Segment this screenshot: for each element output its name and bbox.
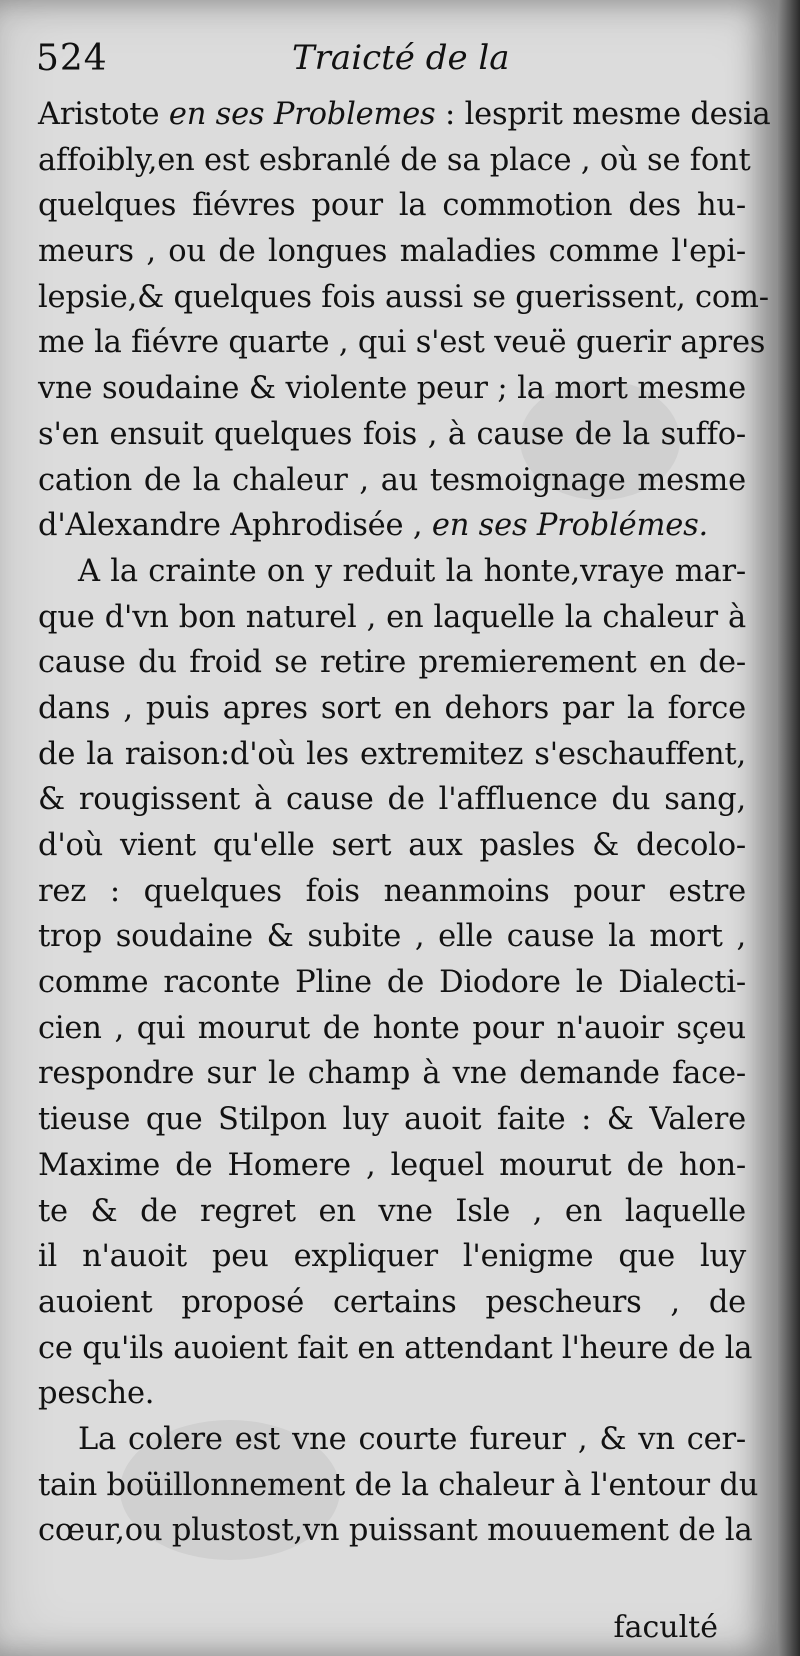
page-edge	[778, 0, 800, 1656]
text-segment: dans , puis apres sort en dehors par la force	[38, 690, 746, 726]
text-line	[38, 1143, 746, 1189]
text-line	[38, 1463, 759, 1509]
text-line	[38, 1051, 746, 1097]
text-segment: affoibly,en est esbranlé de sa place , où se font	[38, 142, 751, 178]
text-segment: cien , qui mourut de honte pour n'auoir sçeu	[38, 1010, 746, 1046]
text-segment: te & de regret en vne Isle , en laquelle	[38, 1193, 746, 1229]
text-line	[38, 1280, 746, 1326]
text-line	[38, 1508, 753, 1554]
text-segment: quelques fiévres pour la commotion des hu-	[38, 188, 746, 224]
italic-text: en ses Problémes.	[431, 508, 709, 544]
text-line	[38, 229, 746, 275]
text-segment: il n'auoit peu expliquer l'enigme que luy	[38, 1239, 746, 1275]
text-segment: trop soudaine & subite , elle cause la mort ,	[38, 919, 746, 955]
text-segment: respondre sur le champ à vne demande face-	[38, 1056, 746, 1092]
text-line	[38, 1006, 746, 1052]
text-segment: cause du froid se retire premierement en de-	[38, 645, 746, 681]
text-segment: comme raconte Pline de Diodore le Dialecti-	[38, 965, 746, 1001]
text-line	[38, 366, 746, 412]
text-segment: cation de la chaleur , au tesmoignage mesme	[38, 462, 746, 498]
running-title: Traicté de la	[292, 38, 510, 78]
body-text	[38, 92, 771, 1554]
text-line	[38, 183, 746, 229]
text-line	[38, 960, 746, 1006]
text-segment: La colere est vne courte fureur , & vn cer-	[78, 1421, 746, 1457]
text-segment: d'Alexandre Aphrodisée ,	[38, 508, 432, 544]
text-line	[38, 914, 746, 960]
text-line	[38, 1189, 746, 1235]
text-segment: tieuse que Stilpon luy auoit faite : & Valere	[38, 1102, 746, 1138]
text-line	[38, 275, 769, 321]
text-line	[38, 823, 746, 869]
text-segment: meurs , ou de longues maladies comme l'epi-	[38, 234, 746, 270]
text-segment: : lesprit mesme desia	[435, 97, 771, 132]
text-line	[38, 1371, 746, 1417]
text-line	[38, 458, 746, 504]
text-line	[38, 1326, 753, 1372]
text-segment: me la fiévre quarte , qui s'est veuë guerir apres	[38, 325, 766, 361]
text-line	[38, 412, 746, 458]
text-line	[38, 595, 746, 641]
text-line	[38, 1097, 746, 1143]
text-segment: pesche.	[38, 1376, 155, 1412]
text-line	[38, 549, 746, 595]
text-line	[38, 1417, 746, 1463]
text-line	[38, 503, 746, 549]
italic-text: en ses Problemes	[168, 97, 436, 132]
text-segment: ce qu'ils auoient fait en attendant l'heure de la	[38, 1330, 753, 1366]
text-line	[38, 640, 746, 686]
text-segment: tain boüillonnement de la chaleur à l'entour du	[38, 1467, 759, 1503]
text-segment: lepsie,& quelques fois aussi se guerissent, com-	[38, 279, 769, 315]
page-number: 524	[36, 38, 108, 79]
text-line	[38, 320, 766, 366]
text-segment: Aristote	[38, 97, 169, 132]
text-line	[38, 869, 746, 915]
text-line	[38, 92, 771, 138]
text-segment: de la raison:d'où les extremitez s'eschauffent,	[38, 736, 746, 772]
text-segment: cœur,ou plustost,vn puissant mouuement de la	[38, 1513, 753, 1549]
text-segment: que d'vn bon naturel , en laquelle la chaleur à	[38, 599, 746, 635]
text-segment: s'en ensuit quelques fois , à cause de la suffo-	[38, 416, 746, 452]
text-line	[38, 732, 746, 778]
text-segment: rez : quelques fois neanmoins pour estre	[38, 873, 746, 909]
page-header	[36, 38, 756, 90]
text-segment: vne soudaine & violente peur ; la mort mesme	[38, 371, 746, 407]
text-line	[38, 777, 746, 823]
text-segment: & rougissent à cause de l'affluence du sang,	[38, 782, 746, 818]
text-line	[38, 138, 751, 184]
text-segment: d'où vient qu'elle sert aux pasles & decolo-	[38, 828, 746, 863]
text-segment: auoient proposé certains pescheurs , de	[38, 1284, 746, 1320]
text-line	[38, 686, 746, 732]
catchword: faculté	[613, 1610, 718, 1645]
text-segment: Maxime de Homere , lequel mourut de hon-	[38, 1147, 746, 1183]
text-segment: A la crainte on y reduit la honte,vraye mar-	[78, 553, 746, 589]
text-line	[38, 1234, 746, 1280]
